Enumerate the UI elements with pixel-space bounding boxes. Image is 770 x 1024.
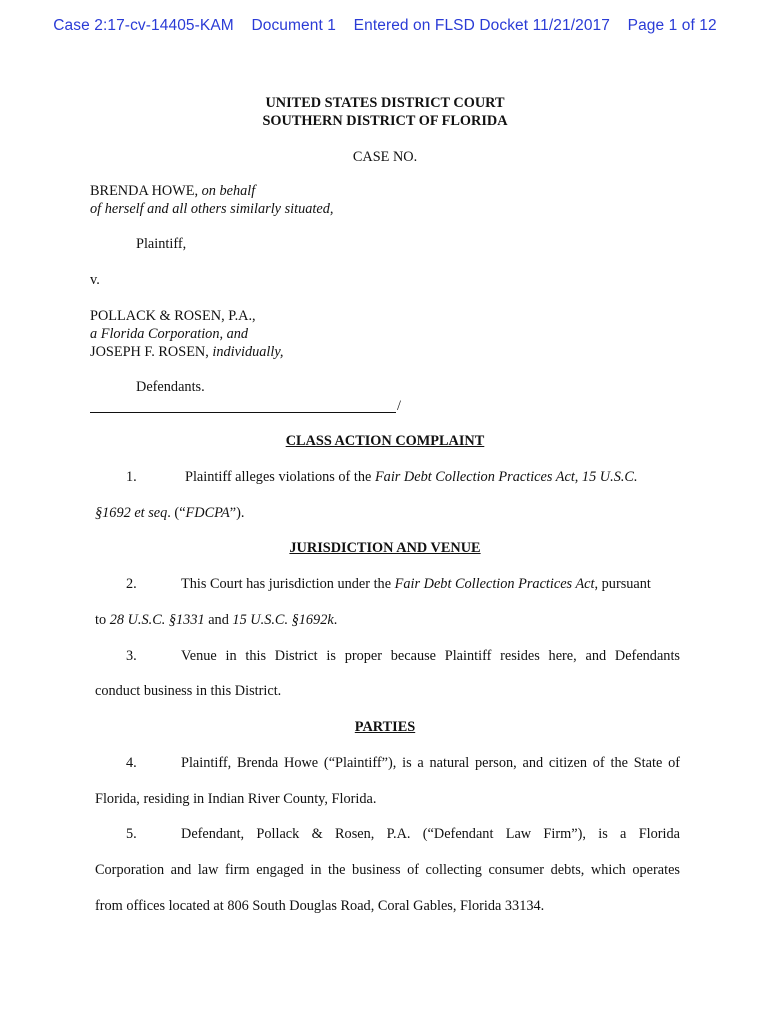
para2-text-a: This Court has jurisdiction under the [181, 576, 395, 592]
para4-number: 4. [126, 755, 137, 771]
para1-line2 [95, 505, 244, 522]
plaintiff-behalf: on behalf [198, 183, 256, 199]
defendant2-desc: individually, [208, 344, 284, 360]
header-entered: Entered on FLSD Docket 11/21/2017 [353, 17, 610, 34]
versus: v. [90, 272, 100, 288]
para5-line3: from offices located at 806 South Douglas Road, Coral Gables, Florida 33134. [95, 898, 545, 914]
para2-text-h: . [333, 612, 338, 628]
complaint-title: CLASS ACTION COMPLAINT [285, 433, 485, 449]
para1-text-f: ”). [229, 505, 245, 521]
para4-line2: Florida, residing in Indian River County, Florida. [95, 791, 377, 807]
case-number-label: CASE NO. [352, 149, 418, 165]
court-name-line1: UNITED STATES DISTRICT COURT [265, 95, 505, 111]
para2-text-d: to [95, 612, 110, 628]
para1-text-d: . (“ [167, 505, 186, 521]
para2-text-b: Fair Debt Collection Practices Act [394, 576, 595, 592]
caption-slash: / [397, 398, 401, 414]
docket-header [0, 17, 770, 35]
para2-line1 [181, 576, 651, 593]
caption-rule [90, 412, 396, 413]
para2-text-e: 28 U.S.C. §1331 [109, 612, 205, 628]
para1-number: 1. [126, 469, 137, 485]
defendant-role: Defendants. [136, 379, 205, 395]
para1-text-e: FDCPA [185, 505, 230, 521]
para2-line2 [95, 612, 337, 629]
plaintiff-line1 [90, 183, 255, 200]
para5-number: 5. [126, 826, 137, 842]
para2-text-f: and [204, 612, 233, 628]
para1-line1 [185, 469, 638, 486]
para4-line1: Plaintiff, Brenda Howe (“Plaintiff”), is a natural person, and citizen of the State of [181, 755, 680, 771]
court-name-line2: SOUTHERN DISTRICT OF FLORIDA [262, 113, 508, 129]
plaintiff-line2: of herself and all others similarly situated, [90, 201, 334, 217]
section-jurisdiction: JURISDICTION AND VENUE [289, 540, 481, 556]
header-case-number: Case 2:17-cv-14405-KAM [53, 17, 234, 34]
para5-line1: Defendant, Pollack & Rosen, P.A. (“Defendant Law Firm”), is a Florida [181, 826, 680, 842]
para5-line2: Corporation and law firm engaged in the business of collecting consumer debts, which operates [95, 862, 680, 878]
para1-text-b: Fair Debt Collection Practices Act, 15 U.S.C. [374, 469, 638, 485]
para3-line2: conduct business in this District. [95, 683, 282, 699]
para2-text-c: , pursuant [594, 576, 651, 592]
plaintiff-name: BRENDA HOWE, [90, 183, 199, 199]
para1-text-c: §1692 et seq [95, 505, 168, 521]
defendant2-line [90, 344, 283, 361]
plaintiff-role: Plaintiff, [136, 236, 187, 252]
defendant2-name: JOSEPH F. ROSEN, [90, 344, 209, 360]
para1-text-a: Plaintiff alleges violations of the [185, 469, 375, 485]
header-page: Page 1 of 12 [627, 17, 717, 34]
header-document: Document 1 [251, 17, 337, 34]
para2-text-g: 15 U.S.C. §1692k [232, 612, 334, 628]
para3-number: 3. [126, 648, 137, 664]
para2-number: 2. [126, 576, 137, 592]
defendant1-name: POLLACK & ROSEN, P.A., [90, 308, 256, 324]
defendant1-desc: a Florida Corporation, and [90, 326, 249, 342]
section-parties: PARTIES [354, 719, 416, 735]
para3-line1: Venue in this District is proper because Plaintiff resides here, and Defendants [181, 648, 680, 664]
